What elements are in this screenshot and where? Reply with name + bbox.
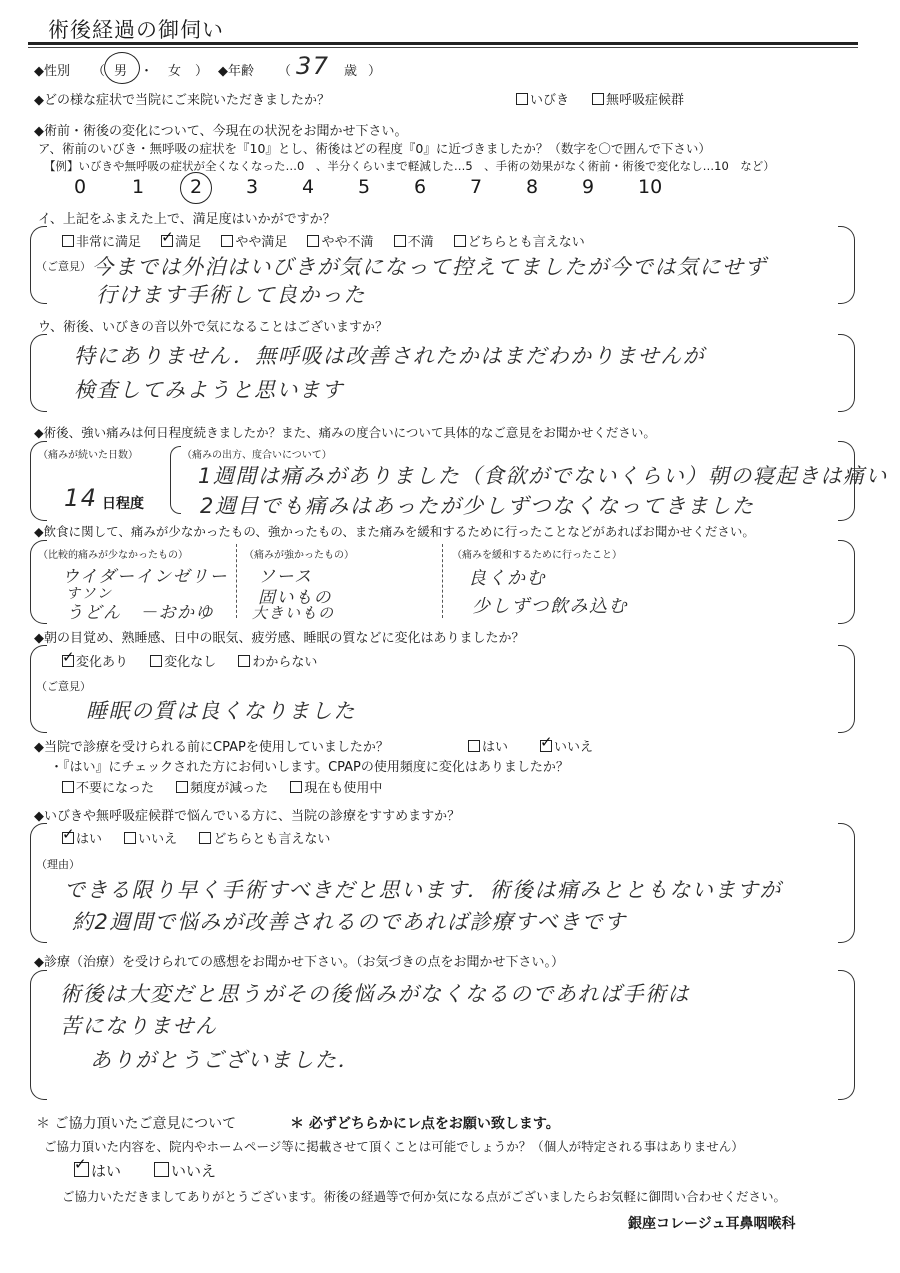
food-less-1[interactable]: ウイダーインゼリー [62,567,228,587]
impression-bracket-left [30,970,47,1100]
pain-days-unit: 日程度 [102,496,144,512]
cpap-option-yes[interactable]: はい [468,736,508,755]
opt-neither[interactable]: どちらとも言えない [199,832,330,847]
sleep-question: ◆朝の目覚め、熟睡感、日中の眠気、疲労感、睡眠の質などに変化はありましたか？ [34,631,525,646]
gender-open: （ [92,64,106,79]
cpap-question: ◆当院で診療を受けられる前にCPAPを使用していましたか？ [34,740,389,755]
gender-male-circle [104,52,140,84]
footer-option-yes[interactable]: ✓はい [74,1160,121,1181]
satisfaction-bracket-right [838,226,855,304]
recommend-bracket-left [30,823,47,943]
pain-answer-2[interactable]: 2週目でも痛みはあったが少しずつなくなってきました [200,494,755,518]
pain-days-value[interactable]: 14 [64,484,98,512]
opt-still-using[interactable]: 現在も使用中 [290,781,382,796]
other-bracket-right [838,334,855,412]
other-answer-2[interactable]: 検査してみようと思います [74,378,344,402]
opt-changed[interactable]: ✓変化あり [62,655,128,670]
other-bracket-left [30,334,47,412]
symptom-option-apnea[interactable]: 無呼吸症候群 [592,89,684,108]
food-relief-2[interactable]: 少しずつ飲み込む [472,596,628,617]
age-unit: 歳 [344,64,358,79]
recommend-bracket-right [838,823,855,943]
opt-somewhat-satisfied[interactable]: やや満足 [221,235,287,250]
age-close: ） [368,64,382,79]
footer-clinic: 銀座コレージュ耳鼻咽喉科 [628,1216,796,1232]
opt-no[interactable]: いいえ [124,832,177,847]
opt-satisfied[interactable]: ✓ 満足 [161,235,201,250]
food-separator-1 [236,544,237,618]
food-relief-label: （痛みを緩和するために行ったこと） [452,550,622,561]
age-label: ◆年齢 [218,64,254,79]
change-scale[interactable] [64,176,684,206]
recommend-question: ◆いびきや無呼吸症候群で悩んでいる方に、当院の診療をすすめますか？ [34,809,461,824]
food-strong-1[interactable]: ソース [258,567,313,587]
recommend-answer-1[interactable]: できる限り早く手術すべきだと思います．術後は痛みとともないますが [64,878,782,902]
footer-permission-question: ご協力頂いた内容を、院内やホームページ等に掲載させて頂くことは可能でしょうか？（個人が特定される事はありません） [44,1139,744,1154]
gender-male[interactable]: 男 [114,64,128,79]
other-answer-1[interactable]: 特にありません．無呼吸は改善されたかはまだわかりませんが [74,344,706,368]
scale-10[interactable]: 10 [638,176,663,198]
food-less-label: （比較的痛みが少なかったもの） [38,550,188,561]
satisfaction-options [62,231,585,250]
opt-unknown[interactable]: わからない [238,655,317,670]
sleep-bracket-right [838,645,855,733]
satisfaction-question: イ、上記をふまえた上で、満足度はいかがですか？ [38,212,336,227]
gender-close: ） [195,64,209,79]
food-relief-1[interactable]: 良くかむ [468,568,546,589]
change-question: ◆術前・術後の変化について、今現在の状況をお聞かせ下さい。 [34,124,408,139]
recommend-reason-label: （理由） [36,858,80,871]
checkbox-checked-icon[interactable] [540,740,552,752]
checkbox-icon[interactable] [154,1162,169,1177]
opt-very-satisfied[interactable]: 非常に満足 [62,235,141,250]
scale-4[interactable]: 4 [302,176,315,198]
food-strong-label: （痛みが強かったもの） [244,550,354,561]
footer-option-no[interactable]: いいえ [154,1160,216,1181]
cpap-followup: ・『はい』にチェックされた方にお伺いします。CPAPの使用頻度に変化はありましたか？ [50,760,569,775]
opt-somewhat-dissatisfied[interactable]: やや不満 [307,235,373,250]
impression-answer-1[interactable]: 術後は大変だと思うがその後悩みがなくなるのであれば手術は [60,982,690,1006]
impression-answer-3[interactable]: ありがとうございました． [90,1048,360,1072]
symptom-option-snoring[interactable]: いびき [516,89,569,108]
pain-answer-1[interactable]: 1週間は痛みがありました（食欲がでないくらい）朝の寝起きは痛い [198,464,888,488]
food-separator-2 [442,544,443,618]
pain-inner-bracket [170,446,181,514]
impression-question: ◆診療（治療）を受けられての感想をお聞かせ下さい。（お気づきの点をお聞かせ下さい。） [34,955,564,970]
gender-female[interactable]: 女 [168,64,182,79]
checkbox-icon[interactable] [516,93,528,105]
scale-9[interactable]: 9 [582,176,595,198]
cpap-option-no[interactable]: ✓ いいえ [540,736,593,755]
gender-dot: ・ [140,64,154,79]
cpap-followup-options [62,777,382,796]
pain-days-label: （痛みが続いた日数） [38,450,138,461]
scale-7[interactable]: 7 [470,176,483,198]
footer-notice-a: ＊ ご協力頂いたご意見について [36,1116,237,1132]
opt-not-needed[interactable]: 不要になった [62,781,154,796]
impression-bracket-right [838,970,855,1100]
satisfaction-opinion-label: （ご意見） [36,260,91,273]
age-value[interactable]: 37 [296,52,330,80]
scale-5[interactable]: 5 [358,176,371,198]
opt-reduced[interactable]: 頻度が減った [176,781,268,796]
food-less-2[interactable]: すソン [66,586,113,602]
opt-neither[interactable]: どちらとも言えない [454,235,585,250]
sleep-options [62,651,317,670]
food-question: ◆飲食に関して、痛みが少なかったもの、強かったもの、また痛みを緩和するために行ったことなどがあればお聞かせください。 [34,524,755,539]
pain-question: ◆術後、強い痛みは何日程度続きましたか？また、痛みの度合いについて具体的なご意見をお聞かせください。 [34,425,656,440]
opt-yes[interactable]: ✓はい [62,832,102,847]
sleep-answer-1[interactable]: 睡眠の質は良くなりました [86,699,356,723]
sleep-opinion-label: （ご意見） [36,680,91,693]
checkbox-icon[interactable] [468,740,480,752]
recommend-options [62,828,330,847]
scale-6[interactable]: 6 [414,176,427,198]
satisfaction-answer-2[interactable]: 行けます手術して良かった [96,283,366,307]
title-rule-thin [28,47,858,48]
scale-3[interactable]: 3 [246,176,259,198]
recommend-answer-2[interactable]: 約2週間で悩みが改善されるのであれば診療すべきです [72,910,627,934]
gender-label: ◆性別 [34,64,70,79]
other-question: ウ、術後、いびきの音以外で気になることはございますか？ [38,320,388,335]
scale-0[interactable]: 0 [74,176,87,198]
scale-selected-circle [180,172,212,204]
food-strong-2[interactable]: 固いもの [258,588,332,608]
opt-dissatisfied[interactable]: 不満 [394,235,434,250]
scale-2[interactable]: 2 [190,176,203,198]
title-rule [28,42,858,45]
page-title: 術後経過の御伺い [48,18,224,42]
food-bracket-right [838,540,855,624]
scale-8[interactable]: 8 [526,176,539,198]
change-part-a: ア、術前のいびき・無呼吸の症状を『10』とし、術後はどの程度『0』に近づきましたか？（数字を〇で囲んで下さい） [38,141,711,156]
checkbox-icon[interactable] [592,93,604,105]
food-less-3[interactable]: うどん －おかゆ [66,603,214,623]
footer-notice-b: ＊ 必ずどちらかにレ点をお願い致します。 [290,1116,560,1132]
food-strong-3[interactable]: 大きいもの [252,604,335,622]
checkbox-checked-icon[interactable] [74,1162,89,1177]
satisfaction-answer-1[interactable]: 今までは外泊はいびきが気になって控えてましたが今では気にせず [92,255,767,279]
footer-thanks: ご協力いただきましてありがとうございます。術後の経過等で何か気になる点がございましたらお気軽に御問い合わせください。 [62,1189,787,1204]
impression-answer-2[interactable]: 苦になりません [60,1014,218,1038]
symptom-question: ◆どの様な症状で当院にご来院いただきましたか？ [34,93,330,108]
opt-no-change[interactable]: 変化なし [150,655,216,670]
change-example: 【例】いびきや無呼吸の症状が全くなくなった…0 、半分くらいまで軽減した…5 、手術の効果がなく術前・術後で変化なし…10 など） [44,159,775,173]
scale-1[interactable]: 1 [132,176,145,198]
age-open: （ [278,64,292,79]
pain-degree-label: （痛みの出方、度合いについて） [182,450,332,461]
